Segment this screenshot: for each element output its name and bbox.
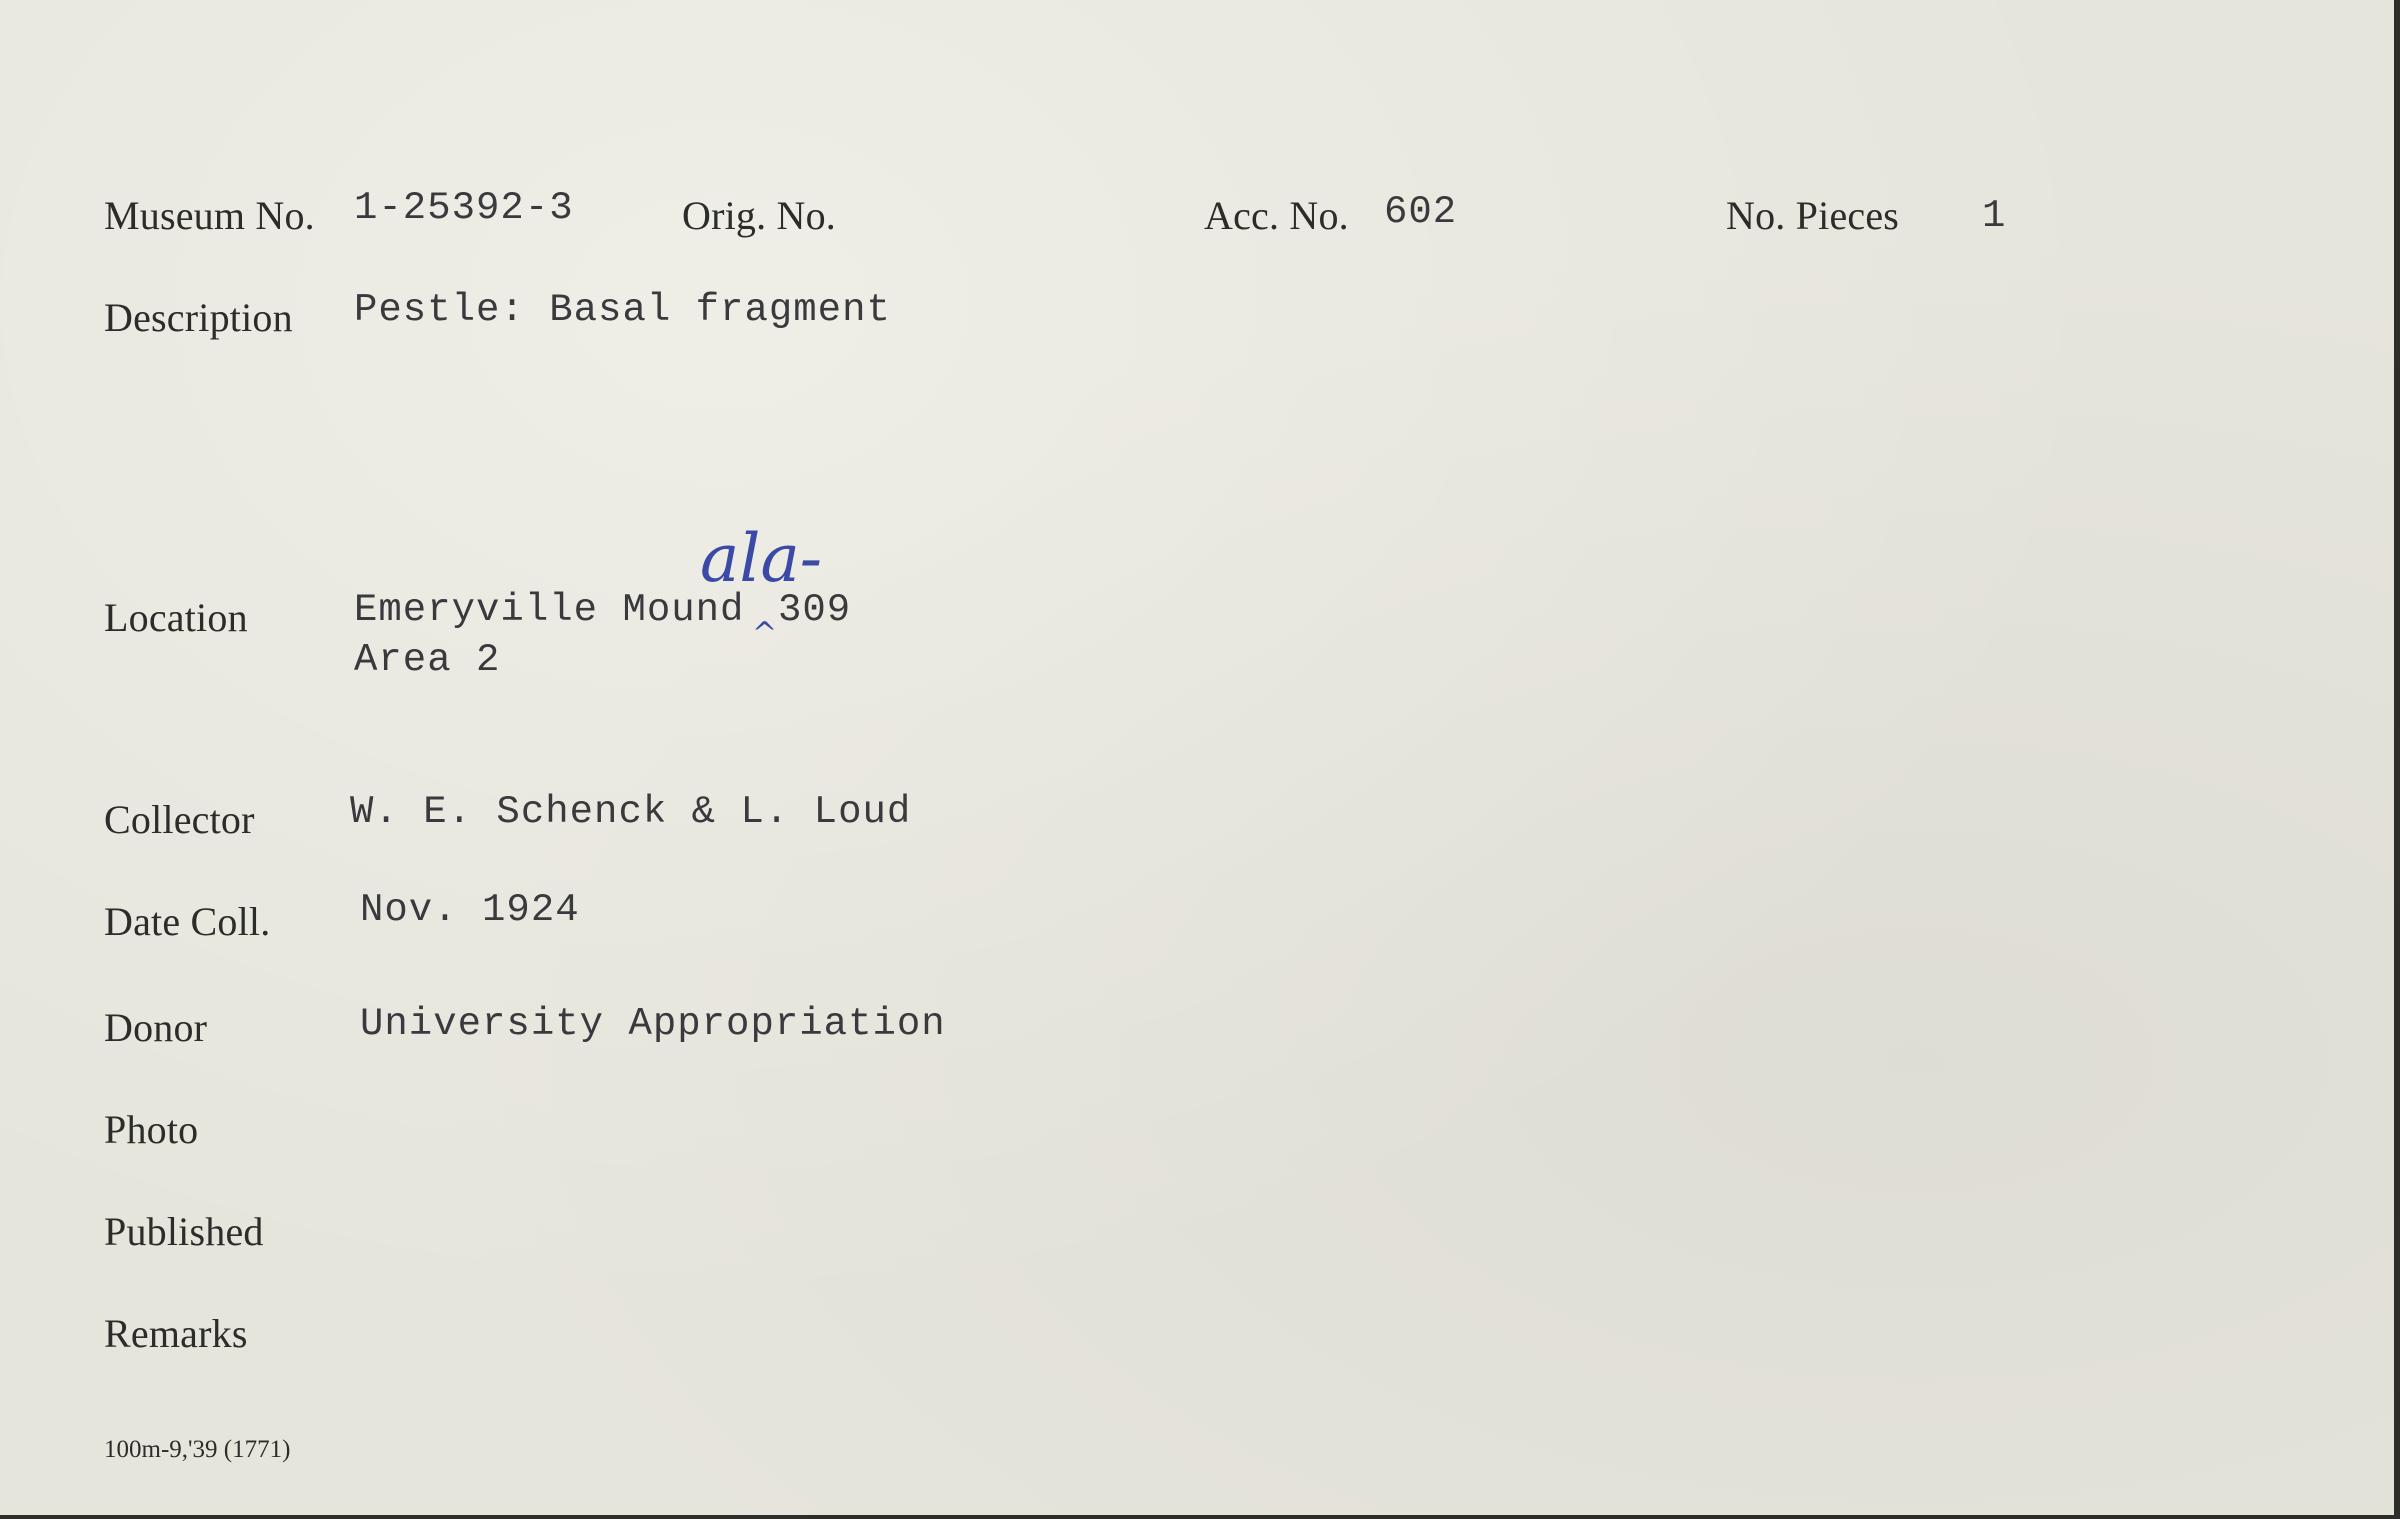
collector-label: Collector xyxy=(104,797,255,842)
museum-no-value: 1-25392-3 xyxy=(354,186,574,230)
description-value: Pestle: Basal fragment xyxy=(354,288,891,332)
handwritten-insertion: ala- xyxy=(700,520,823,597)
museum-no-label: Museum No. xyxy=(104,193,315,238)
date-coll-value: Nov. 1924 xyxy=(360,888,580,932)
collector-value: W. E. Schenck & L. Loud xyxy=(350,790,912,834)
location-line1-text: Emeryville Mound xyxy=(354,588,745,632)
orig-no-label: Orig. No. xyxy=(682,193,837,238)
published-label: Published xyxy=(104,1209,264,1254)
description-label: Description xyxy=(104,295,293,340)
donor-label: Donor xyxy=(104,1005,208,1050)
acc-no-value: 602 xyxy=(1384,190,1458,234)
no-pieces-value: 1 xyxy=(1982,194,2007,238)
donor-value: University Appropriation xyxy=(360,1002,946,1046)
location-line2: Area 2 xyxy=(354,638,501,682)
form-number-footer: 100m-9,'39 (1771) xyxy=(104,1436,291,1463)
no-pieces-label: No. Pieces xyxy=(1726,193,1900,238)
location-line1-number: 309 xyxy=(778,588,852,632)
date-coll-label: Date Coll. xyxy=(104,899,271,944)
handwritten-caret: ^ xyxy=(752,616,778,651)
acc-no-label: Acc. No. xyxy=(1204,193,1349,238)
photo-label: Photo xyxy=(104,1107,199,1152)
location-label: Location xyxy=(104,595,248,640)
remarks-label: Remarks xyxy=(104,1311,248,1356)
